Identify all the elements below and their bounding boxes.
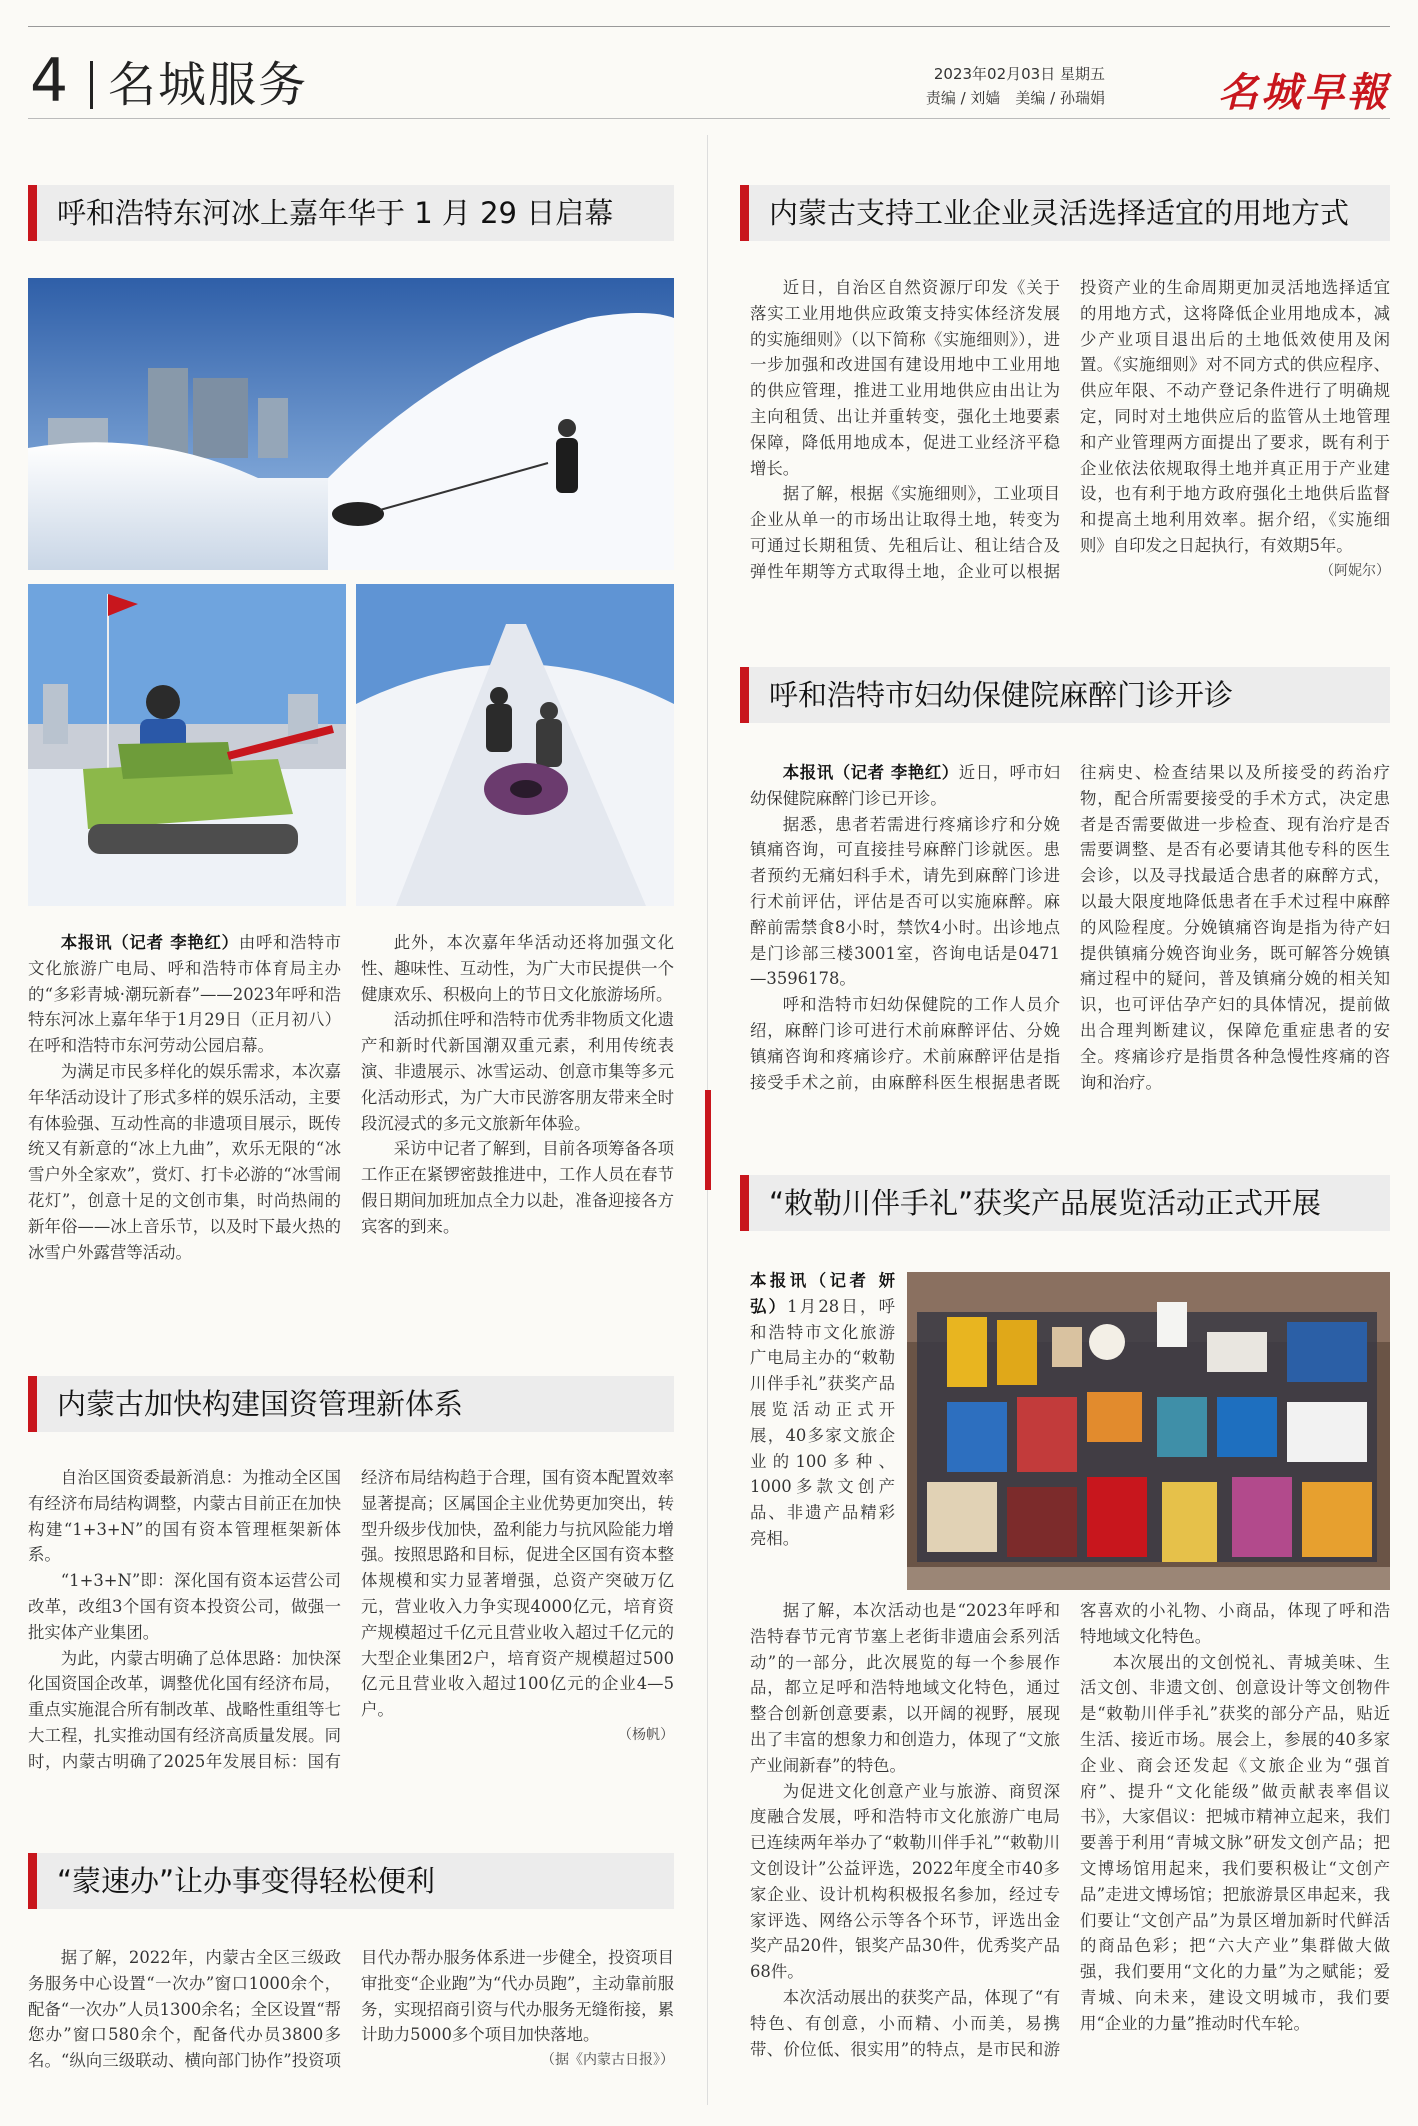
divider-red-mark: [705, 1090, 711, 1190]
article-lead: 本报讯（记者 李艳红）: [782, 763, 959, 782]
article-lead: 本报讯（记者 李艳红）: [60, 933, 239, 952]
photo-tank-ride: [28, 584, 346, 906]
article-byline: （据《内蒙古日报》）: [541, 2052, 674, 2069]
article-title-ice-carnival: 呼和浩特东河冰上嘉年华于 1 月 29 日启幕: [28, 185, 674, 241]
article-body-ice-carnival: 本报讯（记者 李艳红）由呼和浩特市文化旅游广电局、呼和浩特市体育局主办的“多彩青城·潮玩新春”——2023年呼和浩特东河冰上嘉年华于1月29日（正月初八）在呼和浩特市东河劳动公园启幕。 为满足市民多样化的娱乐需求，本次嘉年华活动设计了形式多样的娱乐活动，主要有体验强、互动性高的非遗项目展示，既传统又有新意的“冰上九曲”，欢乐无限的“冰雪户外全家欢”，赏灯、打卡必游的“冰雪闹花灯”，创意十足的文创市集，时尚热闹的新年俗——冰上音乐节，以及时下最火热的冰雪户外露营等活动。 此外，本次嘉年华活动还将加强文化性、趣味性、互动性，为广大市民提供一个健康欢乐、积极向上的节日文化旅游场所。 活动抓住呼和浩特市优秀非物质文化遗产和新时代新国潮双重元素，利用传统表演、非遗展示、冰雪运动、创意市集等多元化活动形式，为广大市民游客朋友带来全时段沉浸式的多元文旅新年体验。 采访中记者了解到，目前各项筹备各项工作正在紧锣密鼓推进中，工作人员在春节假日期间加班加点全力以赴，准备迎接各方宾客的到来。: [28, 933, 674, 1262]
newspaper-logo: 名城早報: [1218, 69, 1390, 116]
article-title-souvenir-expo: “敕勒川伴手礼”获奖产品展览活动正式开展: [740, 1175, 1390, 1231]
section-title: 名城服务: [108, 57, 309, 113]
issue-date: 2023年02月03日 星期五: [933, 65, 1105, 83]
page-number: 4: [30, 46, 69, 116]
article-body-land-use: 近日，自治区自然资源厅印发《关于落实工业用地供应政策支持实体经济发展的实施细则》（以下简称《实施细则》），进一步加强和改进国有建设用地中工业用地的供应管理，推进工业用地供应由出让为主向租赁、出让并重转变，强化土地要素保障，降低用地成本，促进工业经济平稳增长。 据了解，根据《实施细则》，工业项目企业从单一的市场出让取得土地，转变为可通过长期租赁、先租后让、租让结合及弹性年期等方式取得土地，企业可以根据投资产业的生命周期更加灵活地选择适宜的用地方式，这将降低企业用地成本，减少产业项目退出后的土地低效使用及闲置。《实施细则》对不同方式的供应程序、供应年限、不动产登记条件进行了明确规定，同时对土地供应后的监管从土地管理和产业管理两方面提出了要求，既有利于企业依法依规取得土地并真正用于产业建设，也有利于地方政府强化土地供后监督和提高土地利用效率。据介绍，《实施细则》自印发之日起执行，有效期5年。 （阿妮尔）: [750, 275, 1390, 585]
photo-snow-tube-slope: [356, 584, 674, 906]
photo-souvenir-display: [907, 1272, 1390, 1590]
article-byline: （杨帆）: [618, 1726, 674, 1743]
header-divider: [90, 61, 93, 109]
article-body-state-assets: 自治区国资委最新消息：为推动全区国有经济布局结构调整，内蒙古目前正在加快构建“1+3+N”的国有资本管理框架新体系。 “1+3+N”即：深化国有资本运营公司改革，改组3个国有资本投资公司，做强一批实体产业集团。 为此，内蒙古明确了总体思路：加快深化国资国企改革，调整优化国有经济布局，重点实施混合所有制改革、战略性重组等七大工程，扎实推动国有经济高质量发展。同时，内蒙古明确了2025年发展目标：国有经济布局结构趋于合理，国有资本配置效率显著提高；区属国企主业优势更加突出，转型升级步伐加快，盈利能力与抗风险能力增强。按照思路和目标，促进全区国有资本整体规模和实力显著增强，总资产突破万亿元，营业收入力争实现4000亿元，培育资产规模超过千亿元且营业收入超过千亿元的大型企业集团2户，培育资产规模超过500亿元且营业收入超过100亿元的企业4—5户。 （杨帆）: [28, 1468, 674, 1771]
header-rule: [28, 118, 1390, 119]
article-title-mengsuban: “蒙速办”让办事变得轻松便利: [28, 1853, 674, 1909]
article-title-state-assets: 内蒙古加快构建国资管理新体系: [28, 1376, 674, 1432]
article-byline: （阿妮尔）: [1320, 562, 1390, 579]
photo-snow-slope: [28, 278, 674, 570]
editors-line: 责编 / 刘嫱 美编 / 孙瑞娟: [925, 89, 1105, 107]
article-body-mengsuban: 据了解，2022年，内蒙古全区三级政务服务中心设置“一次办”窗口1000余个，配备“一次办”人员1300余名；全区设置“帮您办”窗口580余个，配备代办员3800多名。“纵向三级联动、横向部门协作”投资项目代办帮办服务体系进一步健全，投资项目审批变“企业跑”为“代办员跑”，主动靠前服务，实现招商引资与代办服务无缝衔接，累计助力5000多个项目加快落地。 （据《内蒙古日报》）: [28, 1945, 674, 2074]
article-title-land-use: 内蒙古支持工业企业灵活选择适宜的用地方式: [740, 185, 1390, 241]
article-title-anesthesia: 呼和浩特市妇幼保健院麻醉门诊开诊: [740, 667, 1390, 723]
article-body-souvenir-expo: 据了解，本次活动也是“2023年呼和浩特春节元宵节塞上老街非遗庙会系列活动”的一部分，此次展览的每一个参展作品，都立足呼和浩特地域文化特色，通过整合创新创意要素，以开阔的视野，展现出了丰富的想象力和创造力，体现了“文旅产业闹新春”的特色。 为促进文化创意产业与旅游、商贸深度融合发展，呼和浩特市文化旅游广电局已连续两年举办了“敕勒川伴手礼”“敕勒川文创设计”公益评选，2022年度全市40多家企业、设计机构积极报名参加，经过专家评选、网络公示等各个环节，评选出金奖产品20件，银奖产品30件，优秀奖产品68件。 本次活动展出的获奖产品，体现了“有特色、有创意，小而精、小而美，易携带、价位低、很实用”的特点，是市民和游客喜欢的小礼物、小商品，体现了呼和浩特地域文化特色。 本次展出的文创悦礼、青城美味、生活文创、非遗文创、创意设计等文创物件是“敕勒川伴手礼”获奖的部分产品，贴近生活、接近市场。展会上，参展的40多家企业、商会还发起《文旅企业为“强首府”、提升“文化能级”做贡献表率倡议书》，大家倡议：把城市精神立起来，我们要善于利用“青城文脉”研发文创产品；把文博场馆用起来，我们要积极让“文创产品”走进文博场馆；把旅游景区串起来，我们要让“文创产品”为景区增加新时代鲜活的商品色彩；把“六大产业”集群做大做强，我们要用“文化的力量”为之赋能；爱青城、向未来，建设文明城市，我们要用“企业的力量”推动时代车轮。: [750, 1601, 1390, 2059]
article-intro-souvenir-expo: 本报讯（记者 妍弘）1月28日，呼和浩特市文化旅游广电局主办的“敕勒川伴手礼”获奖产品展览活动正式开展，40多家文旅企业的100多种、1000多款文创产品、非遗产品精彩亮相。: [750, 1271, 895, 1548]
article-body-anesthesia: 本报讯（记者 李艳红）近日，呼市妇幼保健院麻醉门诊已开诊。 据悉，患者若需进行疼痛诊疗和分娩镇痛咨询，可直接挂号麻醉门诊就医。患者预约无痛妇科手术，请先到麻醉门诊进行术前评估，评估是否可以实施麻醉。麻醉前需禁食8小时，禁饮4小时。出诊地点是门诊部三楼3001室，咨询电话是0471—3596178。 呼和浩特市妇幼保健院的工作人员介绍，麻醉门诊可进行术前麻醉评估、分娩镇痛咨询和疼痛诊疗。术前麻醉评估是指接受手术之前，由麻醉科医生根据患者既往病史、检查结果以及所接受的药治疗物，配合所需要接受的手术方式，决定患者是否需要做进一步检查、现有治疗是否需要调整、是否有必要请其他专科的医生会诊，以及寻找最适合患者的麻醉方式，以最大限度地降低患者在手术过程中麻醉的风险程度。分娩镇痛咨询是指为待产妇提供镇痛分娩咨询业务，既可解答分娩镇痛过程中的疑问，普及镇痛分娩的相关知识，也可评估孕产妇的具体情况，提前做出合理判断建议，保障危重症患者的安全。疼痛诊疗是指贯各种急慢性疼痛的咨询和治疗。: [750, 763, 1390, 1092]
page-header: [28, 26, 1390, 117]
